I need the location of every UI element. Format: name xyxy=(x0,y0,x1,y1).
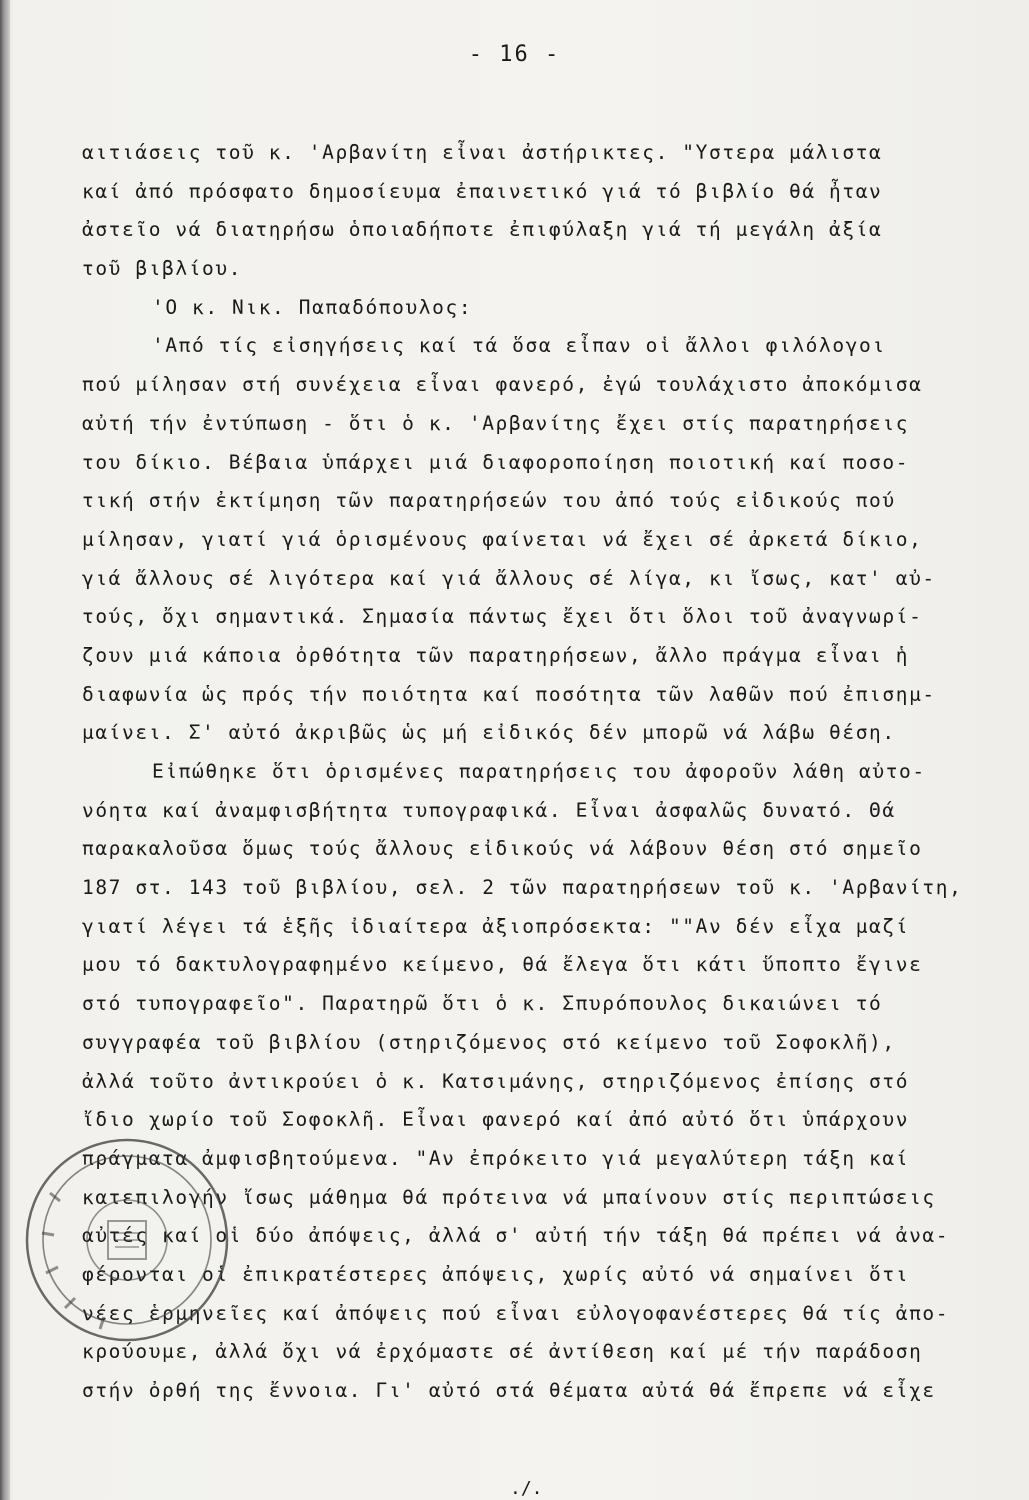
text-line: μίλησαν, γιατί γιά ὁρισμένους φαίνεται νά ἔχει σέ ἀρκετά δίκιο, xyxy=(82,527,923,551)
text-line: νέες ἑρμηνεῖες καί ἀπόψεις πού εἶναι εὐλογοφανέστερες θά τίς ἀπο- xyxy=(82,1301,950,1325)
binding-edge xyxy=(0,0,10,1500)
speaker-line: 'Ο κ. Νικ. Παπαδόπουλος: xyxy=(152,295,473,319)
text-line: ἀλλά τοῦτο ἀντικρούει ὁ κ. Κατσιμάνης, στηριζόμενος ἐπίσης στό xyxy=(82,1069,910,1093)
text-line: Εἰπώθηκε ὅτι ὁρισμένες παρατηρήσεις του ἀφοροῦν λάθη αὐτο- xyxy=(152,760,926,783)
text-line: του δίκιο. Βέβαια ὑπάρχει μιά διαφοροποίηση ποιοτική καί ποσο- xyxy=(82,450,910,474)
text-line: τούς, ὄχι σημαντικά. Σημασία πάντως ἔχει ὅτι ὅλοι τοῦ ἀναγνωρί- xyxy=(82,605,923,629)
text-line: καί ἀπό πρόσφατο δημοσίευμα ἐπαινετικό γιά τό βιβλίο θά ἦταν xyxy=(82,179,883,203)
text-line: αὐτή τήν ἐντύπωση - ὅτι ὁ κ. 'Αρβανίτης ἔχει στίς παρατηρήσεις xyxy=(82,411,910,435)
text-line: ζουν μιά κάποια ὀρθότητα τῶν παρατηρήσεων, ἄλλο πράγμα εἶναι ἡ xyxy=(82,643,910,667)
text-line: συγγραφέα τοῦ βιβλίου (στηριζόμενος στό κείμενο τοῦ Σοφοκλῆ), xyxy=(82,1030,896,1054)
text-line: αιτιάσεις τοῦ κ. 'Αρβανίτη εἶναι ἀστήρικτες. "Υστερα μάλιστα xyxy=(82,141,883,164)
text-line: φέρονται οἱ ἐπικρατέστερες ἀπόψεις, χωρίς αὐτό νά σημαίνει ὅτι xyxy=(82,1262,910,1286)
text-line: στό τυπογραφεῖο". Παρατηρῶ ὅτι ὁ κ. Σπυρόπουλος δικαιώνει τό xyxy=(82,992,883,1016)
text-line: 'Από τίς εἰσηγήσεις καί τά ὅσα εἶπαν οἱ ἄλλοι φιλόλογοι xyxy=(152,334,886,358)
footer-continuation-mark: ./. xyxy=(510,1478,543,1499)
text-line: αὐτές καί οἱ δύο ἀπόψεις, ἀλλά σ' αὐτή τήν τάξη θά πρέπει νά ἀνα- xyxy=(82,1224,950,1248)
text-line: διαφωνία ὡς πρός τήν ποιότητα καί ποσότητα τῶν λαθῶν πού ἐπισημ- xyxy=(82,682,936,706)
text-line: γιά ἄλλους σέ λιγότερα καί γιά ἄλλους σέ λίγα, κι ἴσως, κατ' αὐ- xyxy=(82,566,936,590)
text-line: στήν ὀρθή της ἔννοια. Γι' αὐτό στά θέματα αὐτά θά ἔπρεπε νά εἶχε xyxy=(82,1379,936,1402)
text-line: 187 στ. 143 τοῦ βιβλίου, σελ. 2 τῶν παρατηρήσεων τοῦ κ. 'Αρβανίτη, xyxy=(82,876,963,900)
text-line: παρακαλοῦσα ὅμως τούς ἄλλους εἰδικούς νά λάβουν θέση στό σημεῖο xyxy=(82,837,923,861)
text-line: τική στήν ἐκτίμηση τῶν παρατηρήσεών του ἀπό τούς εἰδικούς πού xyxy=(82,489,896,513)
text-line: πράγματα ἀμφισβητούμενα. "Αν ἐπρόκειτο γιά μεγαλύτερη τάξη καί xyxy=(82,1146,910,1170)
text-line: μαίνει. Σ' αὐτό ἀκριβῶς ὡς μή εἰδικός δέν μπορῶ νά λάβω θέση. xyxy=(82,721,896,745)
text-line: ἴδιο χωρίο τοῦ Σοφοκλῆ. Εἶναι φανερό καί ἀπό αὐτό ὅτι ὑπάρχουν xyxy=(82,1108,910,1132)
text-line: πού μίλησαν στή συνέχεια εἶναι φανερό, ἐγώ τουλάχιστο ἀποκόμισα xyxy=(82,373,923,397)
round-seal-stamp-icon xyxy=(20,1133,235,1348)
text-line: νόητα καί ἀναμφισβήτητα τυπογραφικά. Εἶναι ἀσφαλῶς δυνατό. Θά xyxy=(82,798,896,822)
text-line: μου τό δακτυλογραφημένο κείμενο, θά ἔλεγα ὅτι κάτι ὕποπτο ἔγινε xyxy=(82,953,923,977)
text-line: κρούουμε, ἀλλά ὄχι νά ἐρχόμαστε σέ ἀντίθεση καί μέ τήν παράδοση xyxy=(82,1340,923,1364)
text-line: τοῦ βιβλίου. xyxy=(82,257,243,281)
text-line: ἀστεῖο νά διατηρήσω ὁποιαδήποτε ἐπιφύλαξη γιά τή μεγάλη ἀξία xyxy=(82,218,883,242)
text-line: κατεπιλογήν ἴσως μάθημα θά πρότεινα νά μπαίνουν στίς περιπτώσεις xyxy=(82,1185,936,1209)
page-number: - 16 - xyxy=(468,42,561,67)
text-line: γιατί λέγει τά ἑξῆς ἰδιαίτερα ἀξιοπρόσεκτα: ""Αν δέν εἶχα μαζί xyxy=(82,914,910,938)
